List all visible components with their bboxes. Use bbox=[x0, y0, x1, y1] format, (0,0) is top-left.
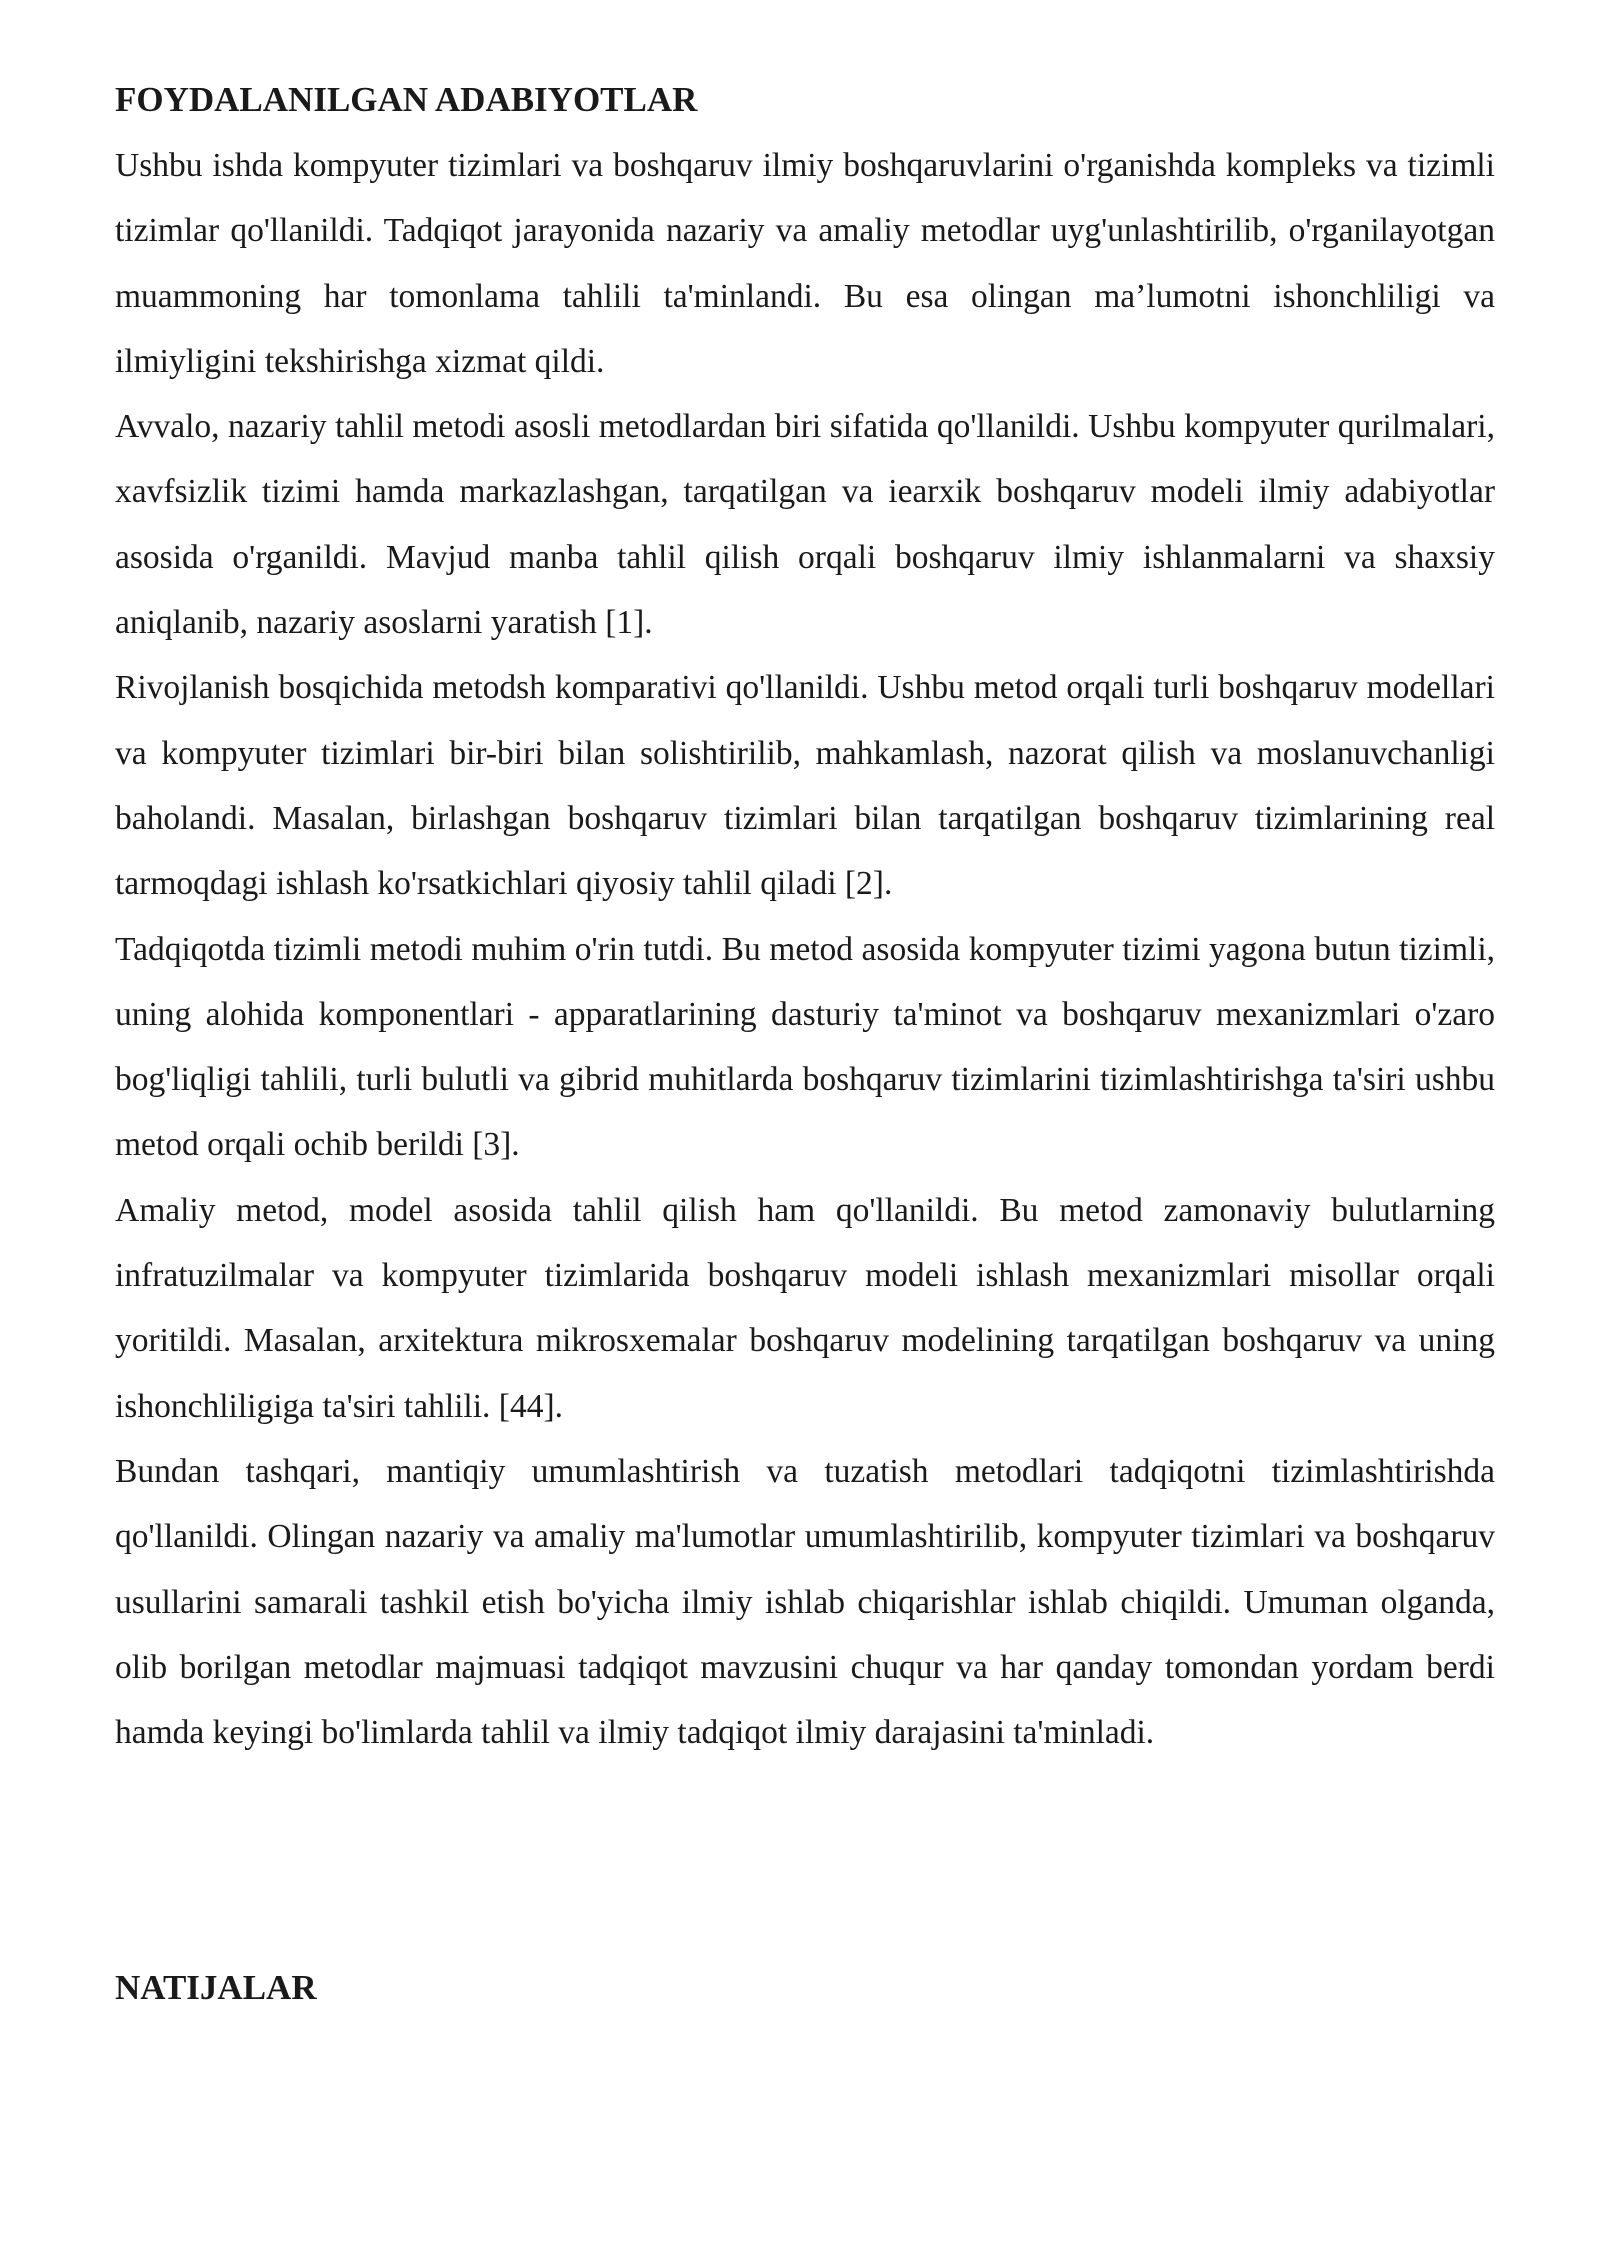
section-spacer bbox=[115, 1765, 1495, 1960]
body-paragraph-6: Bundan tashqari, mantiqiy umumlashtirish va tuzatish metodlari tadqiqotni tizimlashtirishda qo'llanildi. Olingan nazariy va amaliy ma'lumotlar umumlashtirilib, kompyuter tizimlari va boshqaruv usullarini samarali tashkil etish bo'yicha ilmiy ishlab chiqarishlar ishlab chiqildi. Umuman olganda, olib borilgan metodlar majmuasi tadqiqot mavzusini chuqur va har qanday tomondan yordam berdi hamda keyingi bo'limlarda tahlil va ilmiy tadqiqot ilmiy darajasini ta'minladi. bbox=[115, 1452, 1495, 1752]
section-heading-results: NATIJALAR bbox=[115, 1968, 317, 2008]
body-paragraph-1: Ushbu ishda kompyuter tizimlari va boshqaruv ilmiy boshqaruvlarini o'rganishda kompleks va tizimli tizimlar qo'llanildi. Tadqiqot jarayonida nazariy va amaliy metodlar uyg'unlashtirilib, o'rganilayotgan muammoning har tomonlama tahlili ta'minlandi. Bu esa olingan ma’lumotni ishonchliligi va ilmiyligini tekshirishga xizmat qildi. bbox=[115, 147, 1495, 380]
body-paragraph-4: Tadqiqotda tizimli metodi muhim o'rin tutdi. Bu metod asosida kompyuter tizimi yagona butun tizimli, uning alohida komponentlari - apparatlarining dasturiy ta'minot va boshqaruv mexanizmlari o'zaro bog'liqligi tahlili, turli bulutli va gibrid muhitlarda boshqaruv tizimlarini tizimlashtirishga ta'siri ushbu metod orqali ochib berildi [3]. bbox=[115, 930, 1495, 1164]
body-paragraph-5: Amaliy metod, model asosida tahlil qilish ham qo'llanildi. Bu metod zamonaviy bulutlarning infratuzilmalar va kompyuter tizimlarida boshqaruv modeli ishlash mexanizmlari misollar orqali yoritildi. Masalan, arxitektura mikrosxemalar boshqaruv modelining tarqatilgan boshqaruv va uning ishonchliligiga ta'siri tahlili. [44]. bbox=[115, 1191, 1495, 1425]
body-paragraph-2: Avvalo, nazariy tahlil metodi asosli metodlardan biri sifatida qo'llanildi. Ushbu kompyuter qurilmalari, xavfsizlik tizimi hamda markazlashgan, tarqatilgan va iearxik boshqaruv modeli ilmiy adabiyotlar asosida o'rganildi. Mavjud manba tahlil qilish orqali boshqaruv ilmiy ishlanmalarni va shaxsiy aniqlanib, nazariy asoslarni yaratish [1]. bbox=[115, 408, 1495, 642]
document-page bbox=[115, 72, 1495, 2015]
body-paragraph-3: Rivojlanish bosqichida metodsh komparativi qo'llanildi. Ushbu metod orqali turli boshqaruv modellari va kompyuter tizimlari bir-biri bilan solishtirilib, mahkamlash, nazorat qilish va moslanuvchanligi baholandi. Masalan, birlashgan boshqaruv tizimlari bilan tarqatilgan boshqaruv tizimlarining real tarmoqdagi ishlash ko'rsatkichlari qiyosiy tahlil qiladi [2]. bbox=[115, 669, 1495, 903]
section-heading-references: FOYDALANILGAN ADABIYOTLAR bbox=[115, 80, 698, 119]
